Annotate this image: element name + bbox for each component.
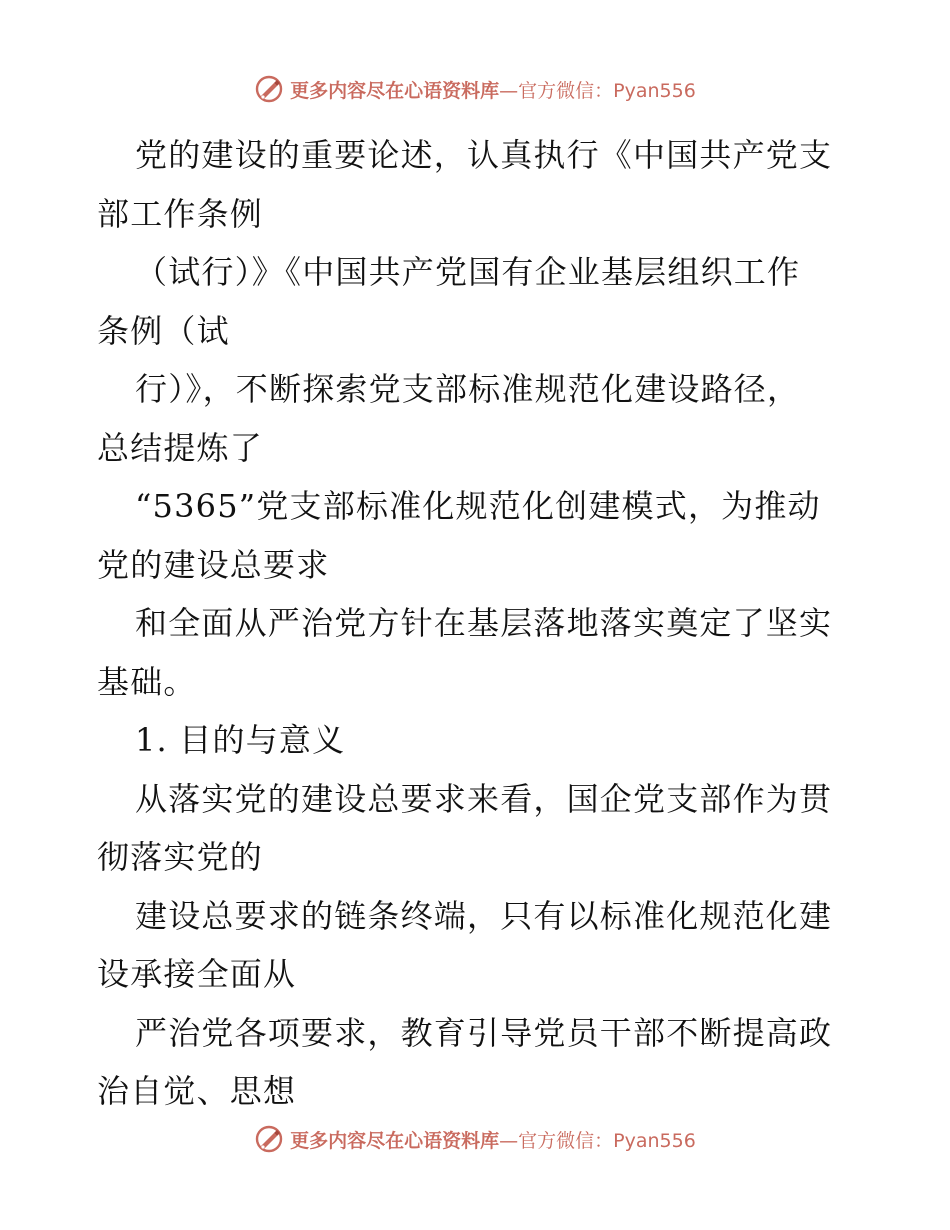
- text-line: 设承接全面从: [97, 955, 297, 993]
- text-line: 行）》，不断探索党支部标准规范化建设路径，: [135, 370, 801, 408]
- section-heading: 1. 目的与意义: [135, 721, 346, 759]
- watermark-main-text: 更多内容尽在心语资料库: [290, 1129, 500, 1152]
- text-line: 条例（试: [97, 311, 230, 350]
- pen-seal-icon: [254, 74, 284, 104]
- text-line: 从落实党的建设总要求来看，国企党支部作为贯: [135, 779, 833, 818]
- text-line: 建设总要求的链条终端，只有以标准化规范化建: [135, 896, 833, 935]
- watermark-main-text: 更多内容尽在心语资料库: [290, 79, 500, 102]
- text-line: （试行）》《中国共产党国有企业基层组织工作: [135, 253, 801, 291]
- text-line: 基础。: [97, 662, 197, 701]
- text-line: “5365”党支部标准化规范化创建模式，为推动: [135, 487, 821, 525]
- footer-watermark: [0, 1124, 950, 1154]
- text-line: 治自觉、思想: [97, 1072, 297, 1110]
- text-line: 党的建设的重要论述，认真执行《中国共产党支: [135, 136, 833, 174]
- text-line: 总结提炼了: [97, 428, 264, 467]
- text-line: 党的建设总要求: [97, 545, 330, 584]
- header-watermark: [0, 74, 950, 104]
- text-line: 严治党各项要求，教育引导党员干部不断提高政: [135, 1013, 833, 1052]
- watermark-sub-text: —官方微信：Pyan556: [499, 1129, 696, 1152]
- text-line: 和全面从严治党方针在基层落地落实奠定了坚实: [135, 604, 833, 642]
- document-body: [97, 126, 857, 1121]
- text-line: 部工作条例: [97, 194, 264, 233]
- text-line: 彻落实党的: [97, 838, 264, 876]
- watermark-sub-text: —官方微信：Pyan556: [499, 79, 696, 102]
- pen-seal-icon: [254, 1124, 284, 1154]
